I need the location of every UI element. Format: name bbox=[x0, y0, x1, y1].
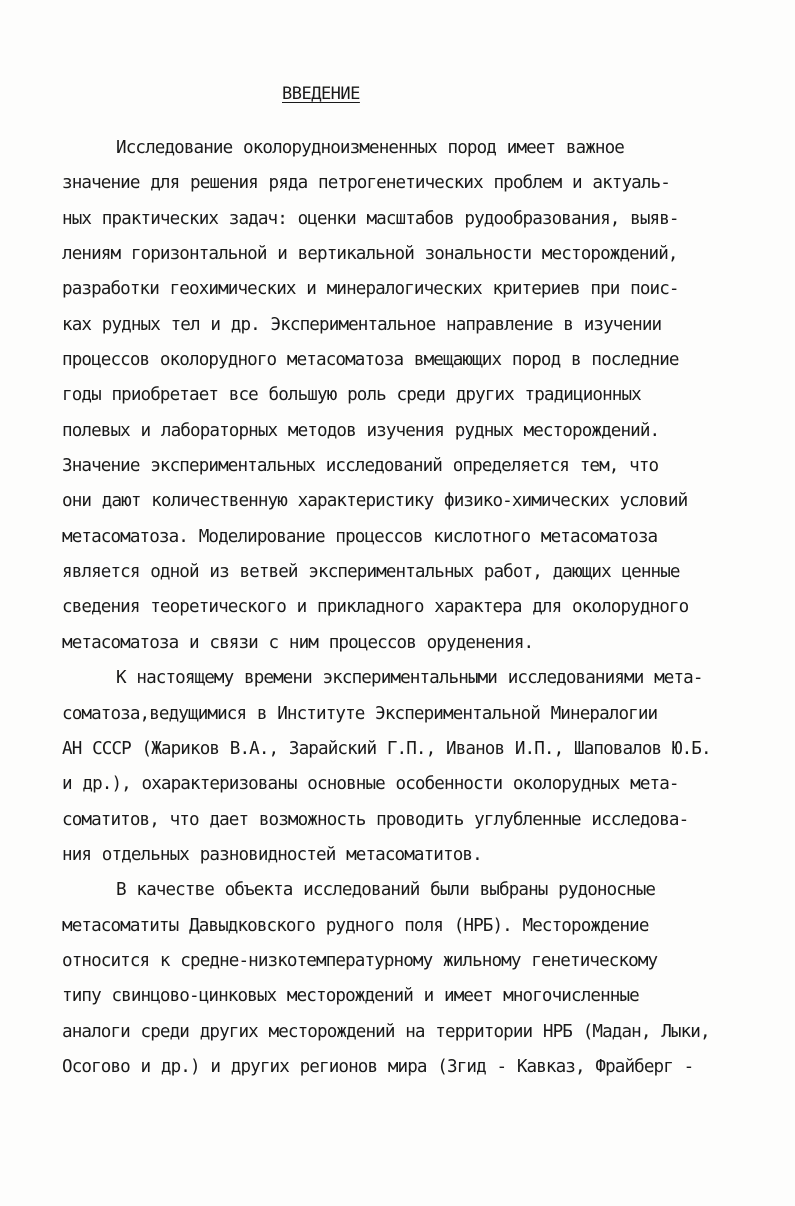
text-line: метасоматоза. Моделирование процессов кислотного метасоматоза bbox=[62, 526, 658, 547]
text-line: процессов околорудного метасоматоза вмещающих пород в последние bbox=[62, 350, 679, 371]
text-line: соматоза,ведущимися в Институте Экспериментальной Минералогии bbox=[62, 703, 658, 724]
page-title: ВВЕДЕНИЕ bbox=[282, 84, 360, 104]
text-line: ках рудных тел и др. Экспериментальное направление в изучении bbox=[62, 314, 662, 335]
text-line: лениям горизонтальной и вертикальной зональности месторождений, bbox=[62, 244, 678, 265]
paragraph-3 bbox=[62, 873, 782, 1085]
text-line: и др.), охарактеризованы основные особенности околорудных мета- bbox=[62, 774, 679, 795]
text-line: АН СССР (Жариков В.А., Зарайский Г.П., Иванов И.П., Шаповалов Ю.Б. bbox=[62, 738, 711, 759]
text-line: ных практических задач: оценки масштабов рудообразования, выяв- bbox=[62, 208, 679, 229]
text-line: значение для решения ряда петрогенетических проблем и актуаль- bbox=[62, 173, 670, 194]
paragraph-1 bbox=[62, 131, 782, 661]
text-line: Осогово и др.) и других регионов мира (Згид - Кавказ, Фрайберг - bbox=[62, 1056, 694, 1077]
text-line: ния отдельных разновидностей метасоматитов. bbox=[62, 844, 482, 865]
text-line: годы приобретает все большую роль среди других традиционных bbox=[62, 385, 641, 406]
text-line: они дают количественную характеристику физико-химических условий bbox=[62, 491, 688, 512]
text-line: аналоги среди других месторождений на территории НРБ (Мадан, Лыки, bbox=[62, 1021, 710, 1042]
text-line: относится к средне-низкотемпературному жильному генетическому bbox=[62, 950, 658, 971]
text-line: является одной из ветвей экспериментальных работ, дающих ценные bbox=[62, 562, 680, 583]
text-line: К настоящему времени экспериментальными исследованиями мета- bbox=[116, 668, 703, 689]
document-body bbox=[62, 131, 782, 1085]
text-line: разработки геохимических и минералогических критериев при поис- bbox=[62, 279, 679, 300]
text-line: полевых и лабораторных методов изучения рудных месторождений. bbox=[62, 420, 660, 441]
text-line: Значение экспериментальных исследований определяется тем, что bbox=[62, 456, 659, 477]
paragraph-2 bbox=[62, 661, 782, 873]
text-line: сведения теоретического и прикладного характера для околорудного bbox=[62, 597, 689, 618]
text-line: типу свинцово-цинковых месторождений и имеет многочисленные bbox=[62, 986, 639, 1007]
text-line: метасоматиты Давыдковского рудного поля (НРБ). Месторождение bbox=[62, 915, 649, 936]
text-line: соматитов, что дает возможность проводить углубленные исследова- bbox=[62, 809, 689, 830]
text-line: В качестве объекта исследований были выбраны рудоносные bbox=[116, 880, 656, 901]
text-line: Исследование околорудноизмененных пород имеет важное bbox=[116, 138, 625, 158]
text-line: метасоматоза и связи с ним процессов оруденения. bbox=[62, 632, 534, 653]
